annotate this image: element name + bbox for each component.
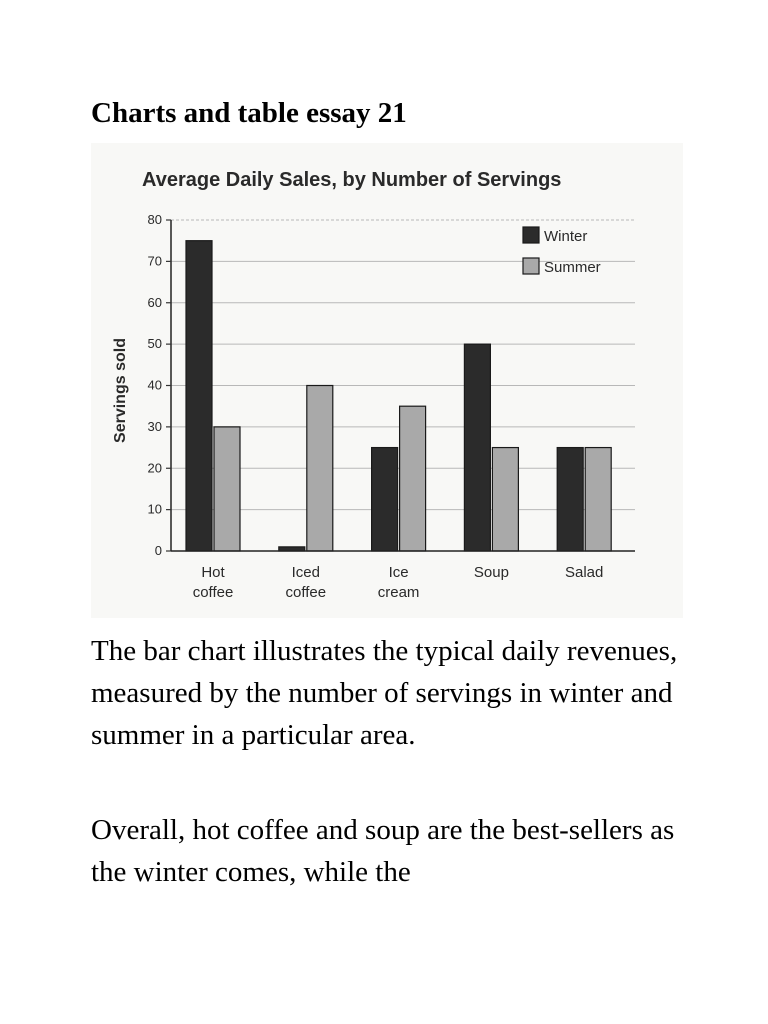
x-axis-categories bbox=[193, 564, 604, 601]
y-tick-label-40: 40 bbox=[147, 377, 162, 393]
bar-summer-3 bbox=[492, 448, 518, 551]
x-category-label-1-0: Iced bbox=[291, 564, 320, 581]
y-tick-label-30: 30 bbox=[147, 418, 162, 434]
paragraph-2: Overall, hot coffee and soup are the best-sellers as the winter comes, while the bbox=[91, 814, 675, 888]
x-category-label-2-1: cream bbox=[377, 584, 420, 601]
bars bbox=[186, 241, 611, 551]
bar-winter-4 bbox=[557, 448, 583, 551]
y-tick-label-20: 20 bbox=[147, 460, 162, 476]
y-tick-label-0: 0 bbox=[154, 543, 162, 558]
bar-summer-1 bbox=[307, 386, 333, 552]
bar-chart-figure bbox=[91, 143, 683, 618]
x-category-label-0-0: Hot bbox=[201, 564, 225, 581]
y-axis-ticks bbox=[148, 212, 171, 558]
legend bbox=[523, 227, 601, 276]
y-axis-label: Servings sold bbox=[112, 338, 129, 443]
legend-label-summer: Summer bbox=[544, 259, 601, 276]
bar-winter-0 bbox=[186, 241, 212, 551]
chart-title: Average Daily Sales, by Number of Servings bbox=[142, 169, 562, 191]
bar-chart bbox=[91, 143, 683, 618]
bar-summer-2 bbox=[400, 406, 426, 551]
x-category-label-4-0: Salad bbox=[565, 564, 604, 581]
y-tick-label-80: 80 bbox=[147, 212, 162, 227]
legend-label-winter: Winter bbox=[544, 228, 588, 245]
x-category-label-2-0: Ice bbox=[388, 564, 409, 581]
bar-winter-3 bbox=[464, 344, 490, 551]
bar-summer-0 bbox=[214, 427, 240, 551]
bar-summer-4 bbox=[585, 448, 611, 551]
bar-winter-2 bbox=[372, 448, 398, 551]
x-category-label-0-1: coffee bbox=[192, 584, 234, 601]
paragraph-1: The bar chart illustrates the typical daily revenues, measured by the number of servings in winter and summer in a particular area. bbox=[91, 635, 678, 751]
y-tick-label-70: 70 bbox=[147, 253, 162, 269]
y-tick-label-10: 10 bbox=[147, 501, 162, 517]
y-tick-label-50: 50 bbox=[147, 336, 162, 352]
y-tick-label-60: 60 bbox=[147, 294, 162, 310]
x-category-label-3-0: Soup bbox=[473, 564, 509, 581]
legend-swatch-winter bbox=[523, 227, 539, 243]
page-heading: Charts and table essay 21 bbox=[91, 97, 407, 129]
x-category-label-1-1: coffee bbox=[285, 584, 327, 601]
legend-swatch-summer bbox=[523, 258, 539, 274]
